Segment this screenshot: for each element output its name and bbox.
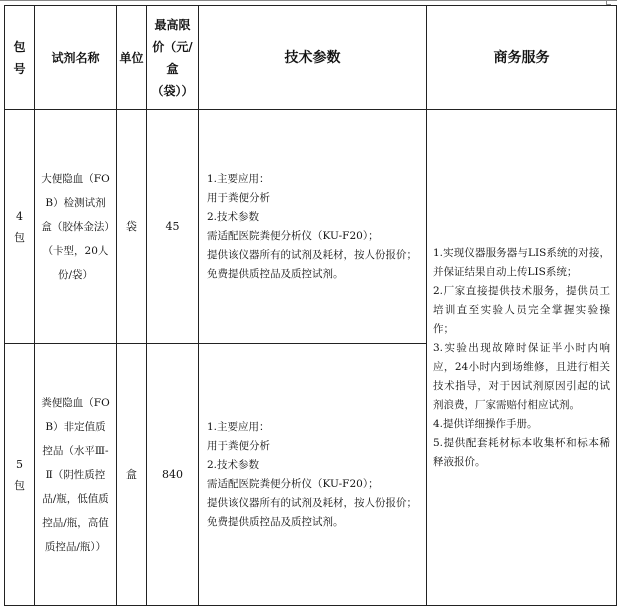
header-package-no: 包号	[5, 6, 35, 110]
tech-line: 需适配医院粪便分析仪（KU-F20）；	[207, 229, 379, 242]
tech-line: 用于粪便分析	[207, 191, 270, 204]
page-top-border	[0, 0, 617, 1]
header-row	[5, 6, 617, 110]
procurement-table-frame	[4, 5, 616, 605]
tech-line: 需适配医院粪便分析仪（KU-F20）；	[207, 477, 379, 490]
row-tech-params	[199, 344, 427, 606]
tech-line: 免费提供质控品及质控试剂。	[207, 515, 344, 528]
tech-line: 提供该仪器所有的试剂及耗材，按人份报价；	[207, 248, 417, 261]
service-item: 1.实现仪器服务器与LIS系统的对接，并保证结果自动上传LIS系统；	[433, 246, 610, 278]
header-business-service: 商务服务	[427, 6, 617, 110]
tech-line: 2.技术参数	[207, 210, 260, 223]
tech-line: 用于粪便分析	[207, 439, 270, 452]
tech-line: 2.技术参数	[207, 458, 260, 471]
header-unit: 单位	[117, 6, 147, 110]
header-max-price: 最高限价（元/盒（袋））	[147, 6, 199, 110]
row-package-no: 4包	[5, 110, 35, 344]
tech-line: 1.主要应用：	[207, 420, 270, 433]
row-package-no: 5包	[5, 344, 35, 606]
header-reagent-name: 试剂名称	[35, 6, 117, 110]
service-item: 5.提供配套耗材标本收集杯和标本稀释液报价。	[433, 436, 610, 468]
tech-line: 免费提供质控品及质控试剂。	[207, 267, 344, 280]
tech-line: 1.主要应用：	[207, 172, 270, 185]
tech-line: 提供该仪器所有的试剂及耗材，按人份报价；	[207, 496, 417, 509]
procurement-table	[4, 5, 617, 606]
table-row	[5, 110, 617, 344]
row-reagent-name: 大便隐血（FOB）检测试剂盒（胶体金法）（卡型，20人份/袋）	[35, 110, 117, 344]
service-item: 3.实验出现故障时保证半小时内响应，24小时内到场维修，且进行相关技术指导，对于因试剂原因引起的试剂浪费，厂家需赔付相应试剂。	[433, 341, 610, 411]
row-tech-params	[199, 110, 427, 344]
header-tech-params: 技术参数	[199, 6, 427, 110]
row-reagent-name: 粪便隐血（FOB）非定值质控品（水平Ⅲ-Ⅱ（阴性质控品/瓶，低值质控品/瓶，高值质控品/瓶））	[35, 344, 117, 606]
row-price: 45	[147, 110, 199, 344]
business-service-cell	[427, 110, 617, 606]
row-price: 840	[147, 344, 199, 606]
service-item: 4.提供详细操作手册。	[433, 417, 538, 430]
service-item: 2.厂家直接提供技术服务，提供员工培训直至实验人员完全掌握实验操作；	[433, 284, 610, 335]
row-unit: 盒	[117, 344, 147, 606]
row-unit: 袋	[117, 110, 147, 344]
